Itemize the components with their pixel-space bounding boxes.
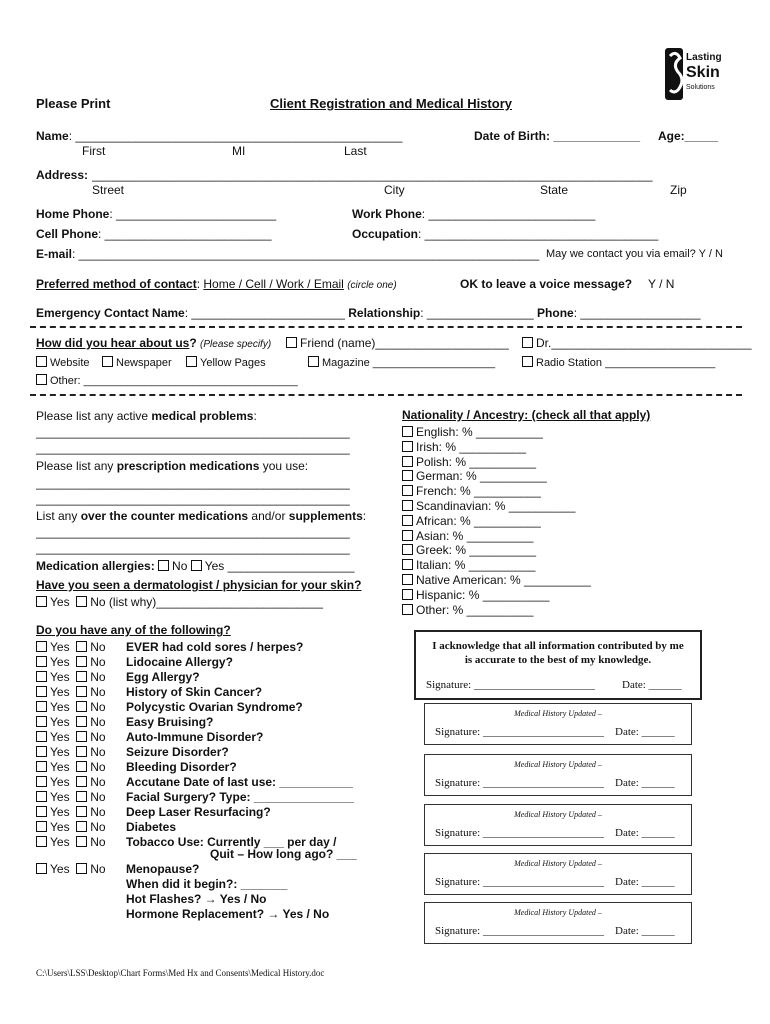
referral-other-label: Other: ___________________________________	[50, 375, 298, 387]
checkbox-icon[interactable]	[191, 560, 202, 571]
condition-label: Egg Allergy?	[126, 670, 200, 684]
logo-line-3: Solutions	[686, 84, 715, 91]
ancestry-item[interactable]	[402, 543, 536, 557]
dermatologist-answers	[36, 595, 323, 609]
emergency-line[interactable]: : _______________________	[184, 306, 345, 320]
checkbox-icon[interactable]	[36, 836, 47, 847]
no-label: No	[90, 640, 106, 654]
name-label: Name	[36, 129, 69, 143]
allergies-label: Medication allergies	[36, 559, 151, 573]
checkbox-icon[interactable]	[76, 701, 87, 712]
yes-label: Yes	[50, 685, 70, 699]
no-label: No	[90, 670, 106, 684]
update-date[interactable]: Date: ______	[615, 925, 675, 937]
condition-yesno	[36, 640, 106, 654]
checkbox-icon[interactable]	[36, 641, 47, 652]
work-phone-label: Work Phone	[352, 207, 422, 221]
checkbox-icon[interactable]	[402, 441, 413, 452]
occupation-label: Occupation	[352, 227, 419, 241]
referral-question: How did you hear about us	[36, 336, 190, 350]
yes-label: Yes	[50, 745, 70, 759]
update-date[interactable]: Date: ______	[615, 876, 675, 888]
acknowledgement-box	[414, 630, 702, 700]
ancestry-item[interactable]	[402, 455, 536, 469]
ancestry-item-label: Italian: % __________	[416, 558, 536, 573]
condition-yesno	[36, 805, 106, 819]
update-title: Medical History Updated –	[514, 709, 602, 718]
ancestry-item[interactable]	[402, 514, 541, 528]
referral-other[interactable]	[36, 374, 298, 387]
ancestry-item-label: Irish: % __________	[416, 439, 527, 454]
home-phone-row[interactable]	[36, 207, 276, 221]
condition-yesno	[36, 775, 106, 789]
condition-yesno	[36, 700, 106, 714]
checkbox-icon[interactable]	[402, 530, 413, 541]
condition-label: Lidocaine Allergy?	[126, 655, 233, 669]
checkbox-icon[interactable]	[402, 456, 413, 467]
yes-label: Yes	[50, 790, 70, 804]
checkbox-icon[interactable]	[36, 821, 47, 832]
referral-specify: (Please specify)	[200, 339, 272, 350]
yes-label: Yes	[50, 775, 70, 789]
update-date[interactable]: Date: ______	[615, 726, 675, 738]
referral-friend-label: Friend (name)____________________	[300, 336, 509, 350]
checkbox-icon[interactable]	[76, 596, 87, 607]
checkbox-icon[interactable]	[36, 791, 47, 802]
acknowledgement-text-1: I acknowledge that all information contributed by me	[432, 640, 684, 652]
checkbox-icon[interactable]	[76, 761, 87, 772]
referral-yellow-pages[interactable]	[186, 356, 266, 369]
emergency-row[interactable]	[36, 306, 701, 320]
ack-signature[interactable]: Signature: ______________________	[426, 679, 595, 691]
circle-one-note: (circle one)	[347, 280, 397, 291]
street-caption: Street	[92, 183, 125, 197]
phone-label: Phone	[537, 306, 574, 320]
ancestry-item[interactable]	[402, 425, 543, 439]
checkbox-icon[interactable]	[36, 356, 47, 367]
zip-caption: Zip	[670, 183, 687, 197]
referral-dr[interactable]	[522, 336, 752, 350]
no-label: No	[90, 790, 106, 804]
ancestry-item[interactable]	[402, 499, 575, 513]
otc-prompt: List any over the counter medications and/or supplements:	[36, 509, 367, 523]
preferred-contact-label: Preferred method of contact	[36, 277, 197, 291]
checkbox-icon[interactable]	[36, 686, 47, 697]
work-phone-line[interactable]: : _________________________	[421, 207, 596, 221]
checkbox-icon[interactable]	[76, 776, 87, 787]
referral-radio[interactable]	[522, 356, 715, 369]
derm-no: No (list why)_________________________	[90, 595, 324, 609]
checkbox-icon[interactable]	[76, 836, 87, 847]
referral-website-label: Website	[50, 357, 90, 369]
referral-magazine-label: Magazine ____________________	[322, 357, 496, 369]
menopause-when: When did it begin?: _______	[126, 877, 288, 891]
logo-line-2: Skin	[686, 64, 720, 81]
relationship-line[interactable]: : ________________	[420, 306, 534, 320]
checkbox-icon[interactable]	[76, 716, 87, 727]
yes-label: Yes	[50, 640, 70, 654]
no-label: No	[90, 820, 106, 834]
update-signature[interactable]: Signature: ______________________	[435, 726, 604, 738]
referral-row: How did you hear about us? (Please specify)	[36, 336, 272, 350]
ancestry-item[interactable]	[402, 603, 533, 617]
checkbox-icon[interactable]	[76, 656, 87, 667]
checkbox-icon[interactable]	[402, 604, 413, 615]
no-label: No	[90, 760, 106, 774]
condition-label: Seizure Disorder?	[126, 745, 229, 759]
checkbox-icon[interactable]	[308, 356, 319, 367]
checkbox-icon[interactable]	[36, 806, 47, 817]
company-logo	[662, 44, 722, 104]
rx-line-1[interactable]: _______________________________________________	[36, 476, 350, 490]
acknowledgement-text-2: is accurate to the best of my knowledge.	[464, 654, 652, 666]
ancestry-item[interactable]	[402, 529, 533, 543]
ancestry-item-label: German: % __________	[416, 469, 547, 484]
checkbox-icon[interactable]	[36, 656, 47, 667]
divider-1	[30, 326, 742, 328]
home-phone-label: Home Phone	[36, 207, 110, 221]
history-update-box	[424, 754, 692, 796]
voice-message-question: OK to leave a voice message?	[460, 277, 633, 291]
mi-caption: MI	[232, 144, 246, 158]
page-title: Client Registration and Medical History	[270, 96, 512, 111]
no-label: No	[90, 775, 106, 789]
name-line[interactable]: : _________________________________________________	[68, 129, 403, 143]
checkbox-icon[interactable]	[522, 337, 533, 348]
condition-label: Easy Bruising?	[126, 715, 214, 729]
otc-line-1[interactable]: _______________________________________________	[36, 525, 350, 539]
condition-yesno	[36, 745, 106, 759]
checkbox-icon[interactable]	[36, 746, 47, 757]
yes-label: Yes	[50, 715, 70, 729]
checkbox-icon[interactable]	[402, 544, 413, 555]
address-line[interactable]: ____________________________________________________________________________________	[92, 168, 653, 182]
checkbox-icon[interactable]	[76, 863, 87, 874]
dermatologist-question: Have you seen a dermatologist / physician for your skin?	[36, 578, 362, 592]
city-caption: City	[384, 183, 405, 197]
dob-field[interactable]: Date of Birth: _____________	[474, 129, 641, 143]
checkbox-icon[interactable]	[158, 560, 169, 571]
checkbox-icon[interactable]	[76, 686, 87, 697]
condition-label: Deep Laser Resurfacing?	[126, 805, 271, 819]
condition-label: History of Skin Cancer?	[126, 685, 263, 699]
preferred-contact-options[interactable]: Home / Cell / Work / Email	[203, 277, 344, 291]
update-signature[interactable]: Signature: ______________________	[435, 777, 604, 789]
yes-label: Yes	[50, 835, 70, 849]
no-label: No	[90, 700, 106, 714]
footer-file-path: C:\Users\LSS\Desktop\Chart Forms\Med Hx and Consents\Medical History.doc	[36, 968, 325, 978]
ancestry-item-label: African: % __________	[416, 513, 541, 528]
referral-radio-label: Radio Station __________________	[536, 357, 716, 369]
hormone-replacement: Hormone Replacement? → Yes / No	[126, 907, 330, 921]
email-contact-question[interactable]: May we contact you via email? Y / N	[546, 248, 723, 260]
checkbox-icon[interactable]	[76, 791, 87, 802]
condition-yesno	[36, 715, 106, 729]
checkbox-icon[interactable]	[186, 356, 197, 367]
ancestry-item[interactable]	[402, 440, 526, 454]
hot-flashes: Hot Flashes? → Yes / No	[126, 892, 267, 906]
no-label: No	[90, 805, 106, 819]
checkbox-icon[interactable]	[36, 761, 47, 772]
checkbox-icon[interactable]	[402, 485, 413, 496]
ack-date[interactable]: Date: ______	[622, 679, 682, 691]
yes-label: Yes	[50, 805, 70, 819]
condition-label: EVER had cold sores / herpes?	[126, 640, 304, 654]
no-label: No	[90, 730, 106, 744]
last-caption: Last	[344, 144, 367, 158]
occupation-line[interactable]: : ___________________________________	[418, 227, 659, 241]
checkbox-icon[interactable]	[76, 746, 87, 757]
allergies-no: No	[172, 559, 188, 573]
ancestry-item[interactable]	[402, 573, 591, 587]
relationship-label: Relationship	[348, 306, 421, 320]
first-caption: First	[82, 144, 106, 158]
ancestry-item-label: Hispanic: % __________	[416, 587, 550, 602]
derm-yes: Yes	[50, 595, 70, 609]
yes-label: Yes	[50, 700, 70, 714]
checkbox-icon[interactable]	[402, 589, 413, 600]
update-date[interactable]: Date: ______	[615, 827, 675, 839]
referral-newspaper-label: Newspaper	[116, 357, 172, 369]
checkbox-icon[interactable]	[36, 374, 47, 385]
condition-label: Facial Surgery? Type: _______________	[126, 790, 354, 804]
condition-yesno	[36, 685, 106, 699]
rx-line-2[interactable]: _______________________________________________	[36, 492, 350, 506]
update-signature[interactable]: Signature: ______________________	[435, 876, 604, 888]
ancestry-item-label: Polish: % __________	[416, 454, 537, 469]
no-label: No	[90, 685, 106, 699]
update-title: Medical History Updated –	[514, 810, 602, 819]
condition-yesno	[36, 730, 106, 744]
checkbox-icon[interactable]	[76, 821, 87, 832]
please-print: Please Print	[36, 96, 111, 111]
yes-label: Yes	[50, 862, 70, 876]
checkbox-icon[interactable]	[402, 470, 413, 481]
checkbox-icon[interactable]	[402, 559, 413, 570]
active-problems-line-2[interactable]: _______________________________________________	[36, 441, 350, 455]
checkbox-icon[interactable]	[36, 716, 47, 727]
ancestry-item-label: French: % __________	[416, 484, 541, 499]
active-problems-line-1[interactable]: _______________________________________________	[36, 425, 350, 439]
checkbox-icon[interactable]	[36, 776, 47, 787]
condition-yesno	[36, 835, 106, 849]
condition-yesno	[36, 670, 106, 684]
rx-prompt: Please list any prescription medications you use:	[36, 459, 309, 473]
ancestry-item-label: English: % __________	[416, 425, 543, 439]
cell-phone-label: Cell Phone	[36, 227, 99, 241]
condition-label: Diabetes	[126, 820, 177, 834]
no-label: No	[90, 715, 106, 729]
emergency-label: Emergency Contact Name	[36, 306, 185, 320]
history-update-box	[424, 804, 692, 846]
no-label: No	[90, 862, 106, 876]
preferred-contact-row: Preferred method of contact: Home / Cell / Work / Email (circle one)	[36, 277, 397, 291]
menopause-label: Menopause?	[126, 862, 200, 876]
work-phone-row[interactable]	[352, 207, 595, 221]
otc-line-2[interactable]: _______________________________________________	[36, 541, 350, 555]
ancestry-heading: Nationality / Ancestry: (check all that apply)	[402, 408, 651, 422]
occupation-row[interactable]	[352, 227, 658, 241]
condition-yesno	[36, 820, 106, 834]
checkbox-icon[interactable]	[402, 426, 413, 437]
condition-label: Tobacco Use: Currently ___ per day /	[126, 835, 337, 849]
cell-phone-line[interactable]: : _________________________	[98, 227, 272, 241]
referral-newspaper[interactable]	[102, 356, 172, 369]
checkbox-icon[interactable]	[402, 515, 413, 526]
checkbox-icon[interactable]	[36, 731, 47, 742]
allergies-row: Medication allergies: No Yes ___________________	[36, 559, 355, 573]
condition-yesno	[36, 760, 106, 774]
condition-label: Accutane Date of last use: ___________	[126, 775, 353, 789]
checkbox-icon[interactable]	[402, 500, 413, 511]
ancestry-item[interactable]	[402, 588, 549, 602]
ancestry-item-label: Native American: % __________	[416, 573, 591, 587]
referral-website[interactable]	[36, 356, 90, 369]
checkbox-icon[interactable]	[286, 337, 297, 348]
update-title: Medical History Updated –	[514, 908, 602, 917]
update-title: Medical History Updated –	[514, 760, 602, 769]
state-caption: State	[540, 183, 569, 197]
email-line[interactable]: : _____________________________________________________________________	[72, 247, 540, 261]
yes-label: Yes	[50, 820, 70, 834]
checkbox-icon[interactable]	[76, 671, 87, 682]
allergies-yes: Yes ___________________	[204, 559, 355, 573]
voice-message-yn[interactable]: Y / N	[648, 277, 675, 291]
checkbox-icon[interactable]	[36, 863, 47, 874]
condition-label: Auto-Immune Disorder?	[126, 730, 264, 744]
cell-phone-row[interactable]	[36, 227, 272, 241]
ancestry-item[interactable]	[402, 469, 547, 483]
update-signature[interactable]: Signature: ______________________	[435, 925, 604, 937]
update-date[interactable]: Date: ______	[615, 777, 675, 789]
no-label: No	[90, 835, 106, 849]
yes-label: Yes	[50, 655, 70, 669]
tobacco-quit: Quit – How long ago? ___	[210, 847, 357, 861]
ancestry-item-label: Other: % __________	[416, 602, 534, 617]
checkbox-icon[interactable]	[36, 671, 47, 682]
yes-label: Yes	[50, 670, 70, 684]
referral-friend[interactable]	[286, 336, 509, 350]
update-title: Medical History Updated –	[514, 859, 602, 868]
checkbox-icon[interactable]	[36, 596, 47, 607]
no-label: No	[90, 655, 106, 669]
address-label: Address:	[36, 168, 89, 182]
email-row[interactable]	[36, 247, 539, 261]
checkbox-icon[interactable]	[36, 701, 47, 712]
checkbox-icon[interactable]	[522, 356, 533, 367]
history-update-box	[424, 853, 692, 895]
checkbox-icon[interactable]	[102, 356, 113, 367]
referral-dr-label: Dr.______________________________	[536, 336, 752, 350]
condition-label: Bleeding Disorder?	[126, 760, 237, 774]
divider-2	[30, 394, 742, 396]
ancestry-item-label: Asian: % __________	[416, 528, 534, 543]
condition-yesno	[36, 655, 106, 669]
menopause-yesno	[36, 862, 106, 876]
update-signature[interactable]: Signature: ______________________	[435, 827, 604, 839]
checkbox-icon[interactable]	[76, 731, 87, 742]
conditions-heading: Do you have any of the following?	[36, 623, 231, 637]
logo-line-1: Lasting	[686, 52, 722, 63]
history-update-box	[424, 703, 692, 745]
age-field[interactable]: Age:_____	[658, 129, 719, 143]
ancestry-item-label: Greek: % __________	[416, 543, 537, 558]
phone-line[interactable]: : __________________	[573, 306, 701, 320]
ancestry-item[interactable]	[402, 484, 541, 498]
history-update-box	[424, 902, 692, 944]
condition-yesno	[36, 790, 106, 804]
ancestry-item[interactable]	[402, 558, 535, 572]
no-label: No	[90, 745, 106, 759]
name-row[interactable]	[36, 129, 402, 143]
active-problems-prompt: Please list any active medical problems:	[36, 409, 257, 423]
email-label: E-mail	[36, 247, 73, 261]
checkbox-icon[interactable]	[76, 641, 87, 652]
yes-label: Yes	[50, 760, 70, 774]
ancestry-item-label: Scandinavian: % __________	[416, 499, 576, 513]
checkbox-icon[interactable]	[76, 806, 87, 817]
home-phone-line[interactable]: : ________________________	[109, 207, 277, 221]
referral-magazine[interactable]	[308, 356, 495, 369]
referral-yellow-pages-label: Yellow Pages	[200, 357, 266, 369]
yes-label: Yes	[50, 730, 70, 744]
condition-label: Polycystic Ovarian Syndrome?	[126, 700, 303, 714]
checkbox-icon[interactable]	[402, 574, 413, 585]
